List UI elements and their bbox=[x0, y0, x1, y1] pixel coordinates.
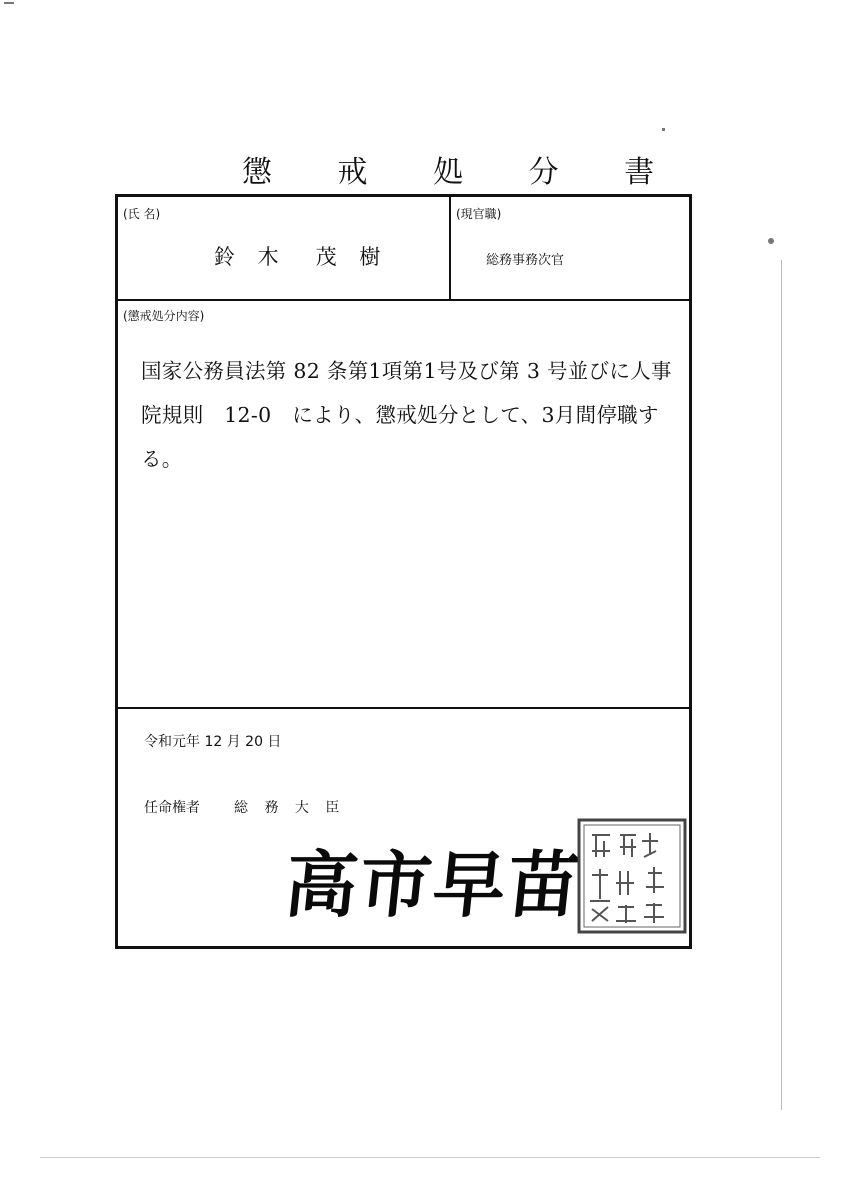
post-cell bbox=[451, 197, 689, 301]
content-cell bbox=[118, 301, 689, 709]
name-cell bbox=[118, 197, 451, 301]
footer-cell bbox=[118, 709, 689, 946]
authority-label: 任命権者 bbox=[144, 800, 200, 816]
document-title: 懲 戒 処 分 書 bbox=[242, 155, 683, 190]
official-seal bbox=[576, 817, 688, 935]
post-label: (現官職) bbox=[456, 207, 502, 221]
seal-graphic bbox=[576, 817, 688, 935]
post-value: 総務事務次官 bbox=[486, 253, 565, 268]
scan-speck bbox=[4, 2, 14, 4]
scan-edge-line bbox=[40, 1157, 820, 1158]
content-text: 国家公務員法第 82 条第1項第1号及び第 3 号並びに人事院規則 12-0 により、懲戒処分として、3月間停職する。 bbox=[141, 359, 672, 471]
scan-edge-line bbox=[781, 260, 782, 1110]
issue-date: 令和元年 12 月 20 日 bbox=[144, 734, 282, 750]
scan-speck bbox=[768, 238, 774, 244]
name-value: 鈴 木 茂 樹 bbox=[214, 245, 389, 269]
content-label: (懲戒処分内容) bbox=[123, 309, 205, 323]
handwritten-signature: 高市早苗 bbox=[280, 842, 586, 927]
authority-title: 総 務 大 臣 bbox=[234, 800, 346, 816]
name-label: (氏 名) bbox=[123, 207, 161, 221]
scan-speck bbox=[662, 128, 665, 131]
disciplinary-form bbox=[115, 194, 692, 949]
